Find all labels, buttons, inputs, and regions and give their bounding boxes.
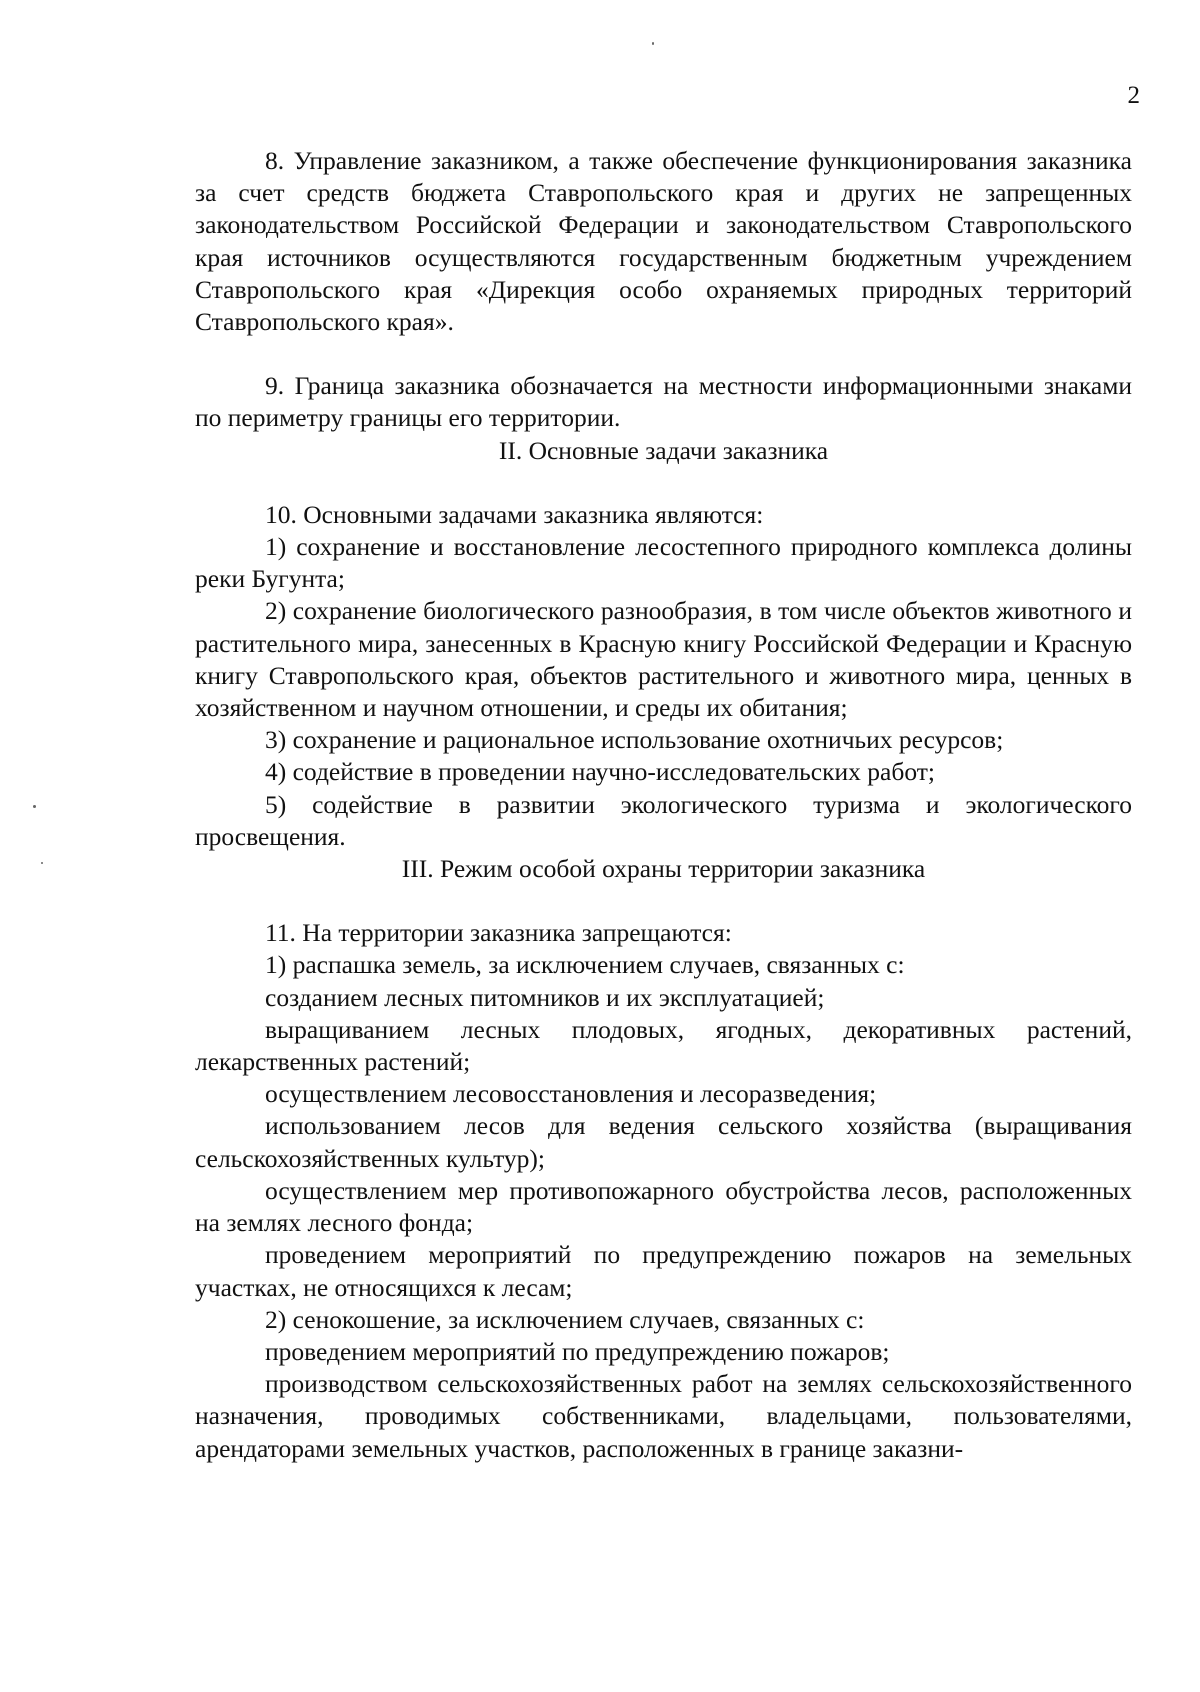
tasks-list xyxy=(195,531,1132,853)
list-item: 3) сохранение и рациональное использование охотничьих ресурсов; xyxy=(265,725,1004,755)
list-item: осуществлением лесовосстановления и лесоразведения; xyxy=(265,1079,877,1109)
section-heading-iii: III. Режим особой охраны территории заказника xyxy=(401,854,926,884)
paragraph-10-intro: 10. Основными задачами заказника являются: xyxy=(265,499,764,529)
list-item: 5) содействие в развитии экологического туризма и экологического просвещения. xyxy=(195,789,1132,851)
list-item: выращиванием лесных плодовых, ягодных, декоративных растений, лекарственных растений; xyxy=(195,1014,1132,1077)
list-item: проведением мероприятий по предупреждению пожаров на земельных участках, не относящихся к лесам; xyxy=(195,1240,1132,1302)
paragraph-11-intro: 11. На территории заказника запрещаются: xyxy=(265,918,732,948)
section-heading-ii: II. Основные задачи заказника xyxy=(498,435,829,465)
list-item: созданием лесных питомников и их эксплуатацией; xyxy=(265,982,825,1012)
list-item: 2) сохранение биологического разнообразия, в том числе объектов животного и растительного мира, занесенных в Красную книгу Российской Федерации и Красную книгу Ставропольского края, объектов растительного и животного мира, ценных в хозяйственном и научном отношении, и среды их обитания; xyxy=(195,596,1132,723)
list-item: производством сельскохозяйственных работ на землях сельскохозяйственного назначения, проводимых собственниками, владельцами, пользователями, арендаторами земельных участков, расположенных в границе заказни- xyxy=(195,1369,1132,1463)
paragraph-9: 9. Граница заказника обозначается на местности информационными знаками по периметру границы его территории. xyxy=(195,371,1132,433)
list-item: использованием лесов для ведения сельского хозяйства (выращивания сельскохозяйственных культур); xyxy=(195,1111,1132,1173)
list-item: 4) содействие в проведении научно-исследовательских работ; xyxy=(265,757,935,787)
list-item: 2) сенокошение, за исключением случаев, связанных с: xyxy=(265,1304,865,1334)
paragraph-8: 8. Управление заказником, а также обеспечение функционирования заказника за счет средств бюджета Ставропольского края и других не запрещенных законодательством Российской Федерации и законодательством Ставропольского края источников осуществляются государственным бюджетным учреждением Ставропольского края «Дирекция особо охраняемых природных территорий Ставропольского края». xyxy=(195,146,1132,337)
list-item: проведением мероприятий по предупреждению пожаров; xyxy=(265,1336,890,1366)
page-number: 2 xyxy=(1127,82,1140,109)
document-body xyxy=(195,145,1132,1465)
list-item: 1) распашка земель, за исключением случаев, связанных с: xyxy=(265,950,905,980)
list-item: осуществлением мер противопожарного обустройства лесов, расположенных на землях лесного фонда; xyxy=(195,1175,1132,1238)
prohibitions-list xyxy=(195,949,1132,1464)
list-item: 1) сохранение и восстановление лесостепного природного комплекса долины реки Бугунта; xyxy=(195,532,1132,594)
